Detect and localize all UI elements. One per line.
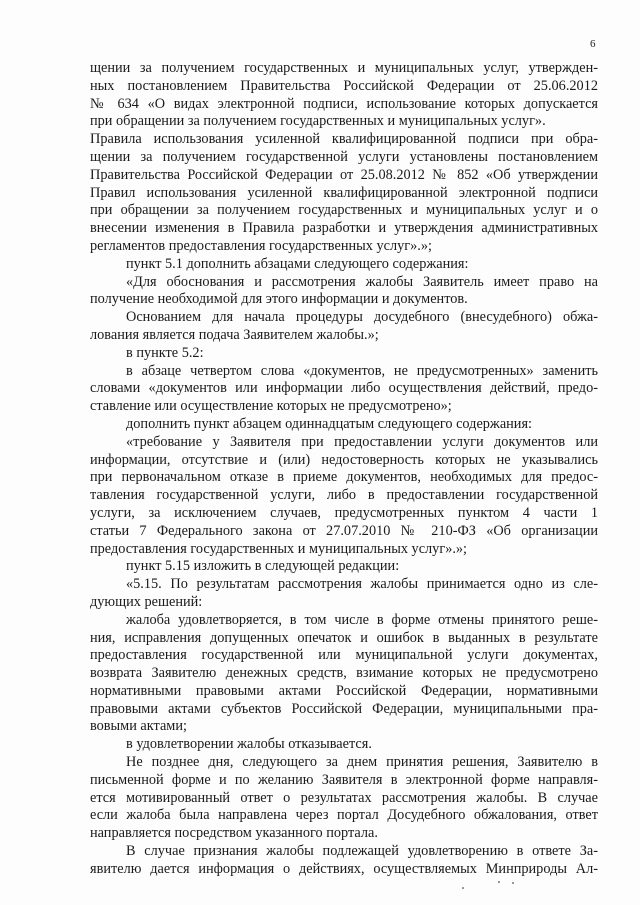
text-line: направляется посредством указанного портала. (90, 825, 378, 842)
text-line: «Для обоснования и рассмотрения жалобы Заявитель имеет право на (126, 273, 598, 290)
text-line: дополнить пункт абзацем одиннадцатым следующего содержания: (126, 415, 533, 432)
text-line: предоставления государственных и муниципальных услуг».»; (90, 540, 468, 557)
text-line: при первоначальном отказе в приеме документов, необходимых для предос- (90, 469, 598, 486)
text-line: статьи 7 Федерального закона от 27.07.2010 № 210-ФЗ «Об организации (90, 522, 598, 539)
text-line: словами «документов или информации либо осуществления действий, предо- (90, 380, 598, 397)
text-line: Правила использования усиленной квалифицированной подписи при обра- (90, 131, 598, 148)
text-line: № 634 «О видах электронной подписи, использование которых допускается (90, 95, 598, 112)
text-line: правовыми актами субъектов Российской Федерации, муниципальными пра- (90, 700, 598, 717)
text-line: внесении изменения в Правила разработки и утверждения административных (90, 220, 598, 237)
page-number: 6 (590, 38, 596, 50)
text-line: если жалоба была направлена через портал Досудебного обжалования, ответ (90, 807, 598, 824)
text-line: ния, исправления допущенных опечаток и ошибок в выданных в результате (90, 629, 598, 646)
text-line: пункт 5.1 дополнить абзацами следующего содержания: (126, 255, 469, 272)
text-line: щении за получением государственных и муниципальных услуг, утвержден- (90, 60, 598, 76)
text-line: дующих решений: (90, 593, 203, 610)
text-line: регламентов предоставления государственных услуг».»; (90, 237, 432, 254)
text-line: ставление или осуществление которых не предусмотрено»; (90, 398, 452, 415)
text-line: при обращении за получением государственных и муниципальных услуг и о (90, 202, 598, 219)
text-line: щении за получением государственной услуги установлены постановлением (90, 148, 598, 165)
text-line: возврата Заявителю денежных средств, взимание которых не предусмотрено (90, 665, 598, 682)
text-line: нормативными правовыми актами Российской Федерации, нормативными (90, 682, 598, 699)
text-line: тавления государственной услуги, либо в предоставлении государственной (90, 487, 598, 504)
text-line: в абзаце четвертом слова «документов, не предусмотренных» заменить (126, 362, 598, 379)
text-line: в пункте 5.2: (126, 344, 204, 361)
text-line: информации, отсутствие и (или) недостоверность которых не указывались (90, 451, 598, 468)
text-line: Основанием для начала процедуры досудебного (внесудебного) обжа- (126, 309, 598, 326)
text-line: Правительства Российской Федерации от 25.08.2012 № 852 «Об утверждении (90, 166, 598, 183)
text-line: Не позднее дня, следующего за днем принятия решения, Заявителю в (126, 754, 598, 771)
text-line: Правил использования усиленной квалифицированной электронной подписи (90, 184, 598, 201)
text-line: в удовлетворении жалобы отказывается. (126, 736, 372, 753)
text-line: жалоба удовлетворяется, в том числе в форме отмены принятого реше- (126, 611, 598, 628)
text-line: явителю дается информация о действиях, осуществляемых Минприроды Ал- (90, 860, 598, 877)
text-line: пункт 5.15 изложить в следующей редакции: (126, 558, 400, 575)
text-line: В случае признания жалобы подлежащей удовлетворению в ответе За- (126, 843, 598, 860)
text-line: «требование у Заявителя при предоставлении услуги документов или (126, 433, 598, 450)
scan-specks (460, 878, 520, 892)
text-line: услуги, за исключением случаев, предусмотренных пунктом 4 части 1 (90, 504, 598, 521)
text-line: письменной форме и по желанию Заявителя в электронной форме направля- (90, 771, 598, 788)
text-line: ется мотивированный ответ о результатах рассмотрения жалобы. В случае (90, 789, 598, 806)
text-line: вовыми актами; (90, 718, 187, 735)
text-line: лования является подача Заявителем жалобы.»; (90, 326, 379, 343)
text-line: при обращении за получением государственных и муниципальных услуг». (90, 113, 546, 130)
text-line: «5.15. По результатам рассмотрения жалобы принимается одно из сле- (126, 576, 598, 593)
text-line: ных постановлением Правительства Российской Федерации от 25.06.2012 (90, 77, 598, 94)
document-body (90, 60, 598, 879)
text-line: получение необходимой для этого информации и документов. (90, 291, 468, 308)
text-line: предоставления государственной или муниципальной услуги документах, (90, 647, 598, 664)
